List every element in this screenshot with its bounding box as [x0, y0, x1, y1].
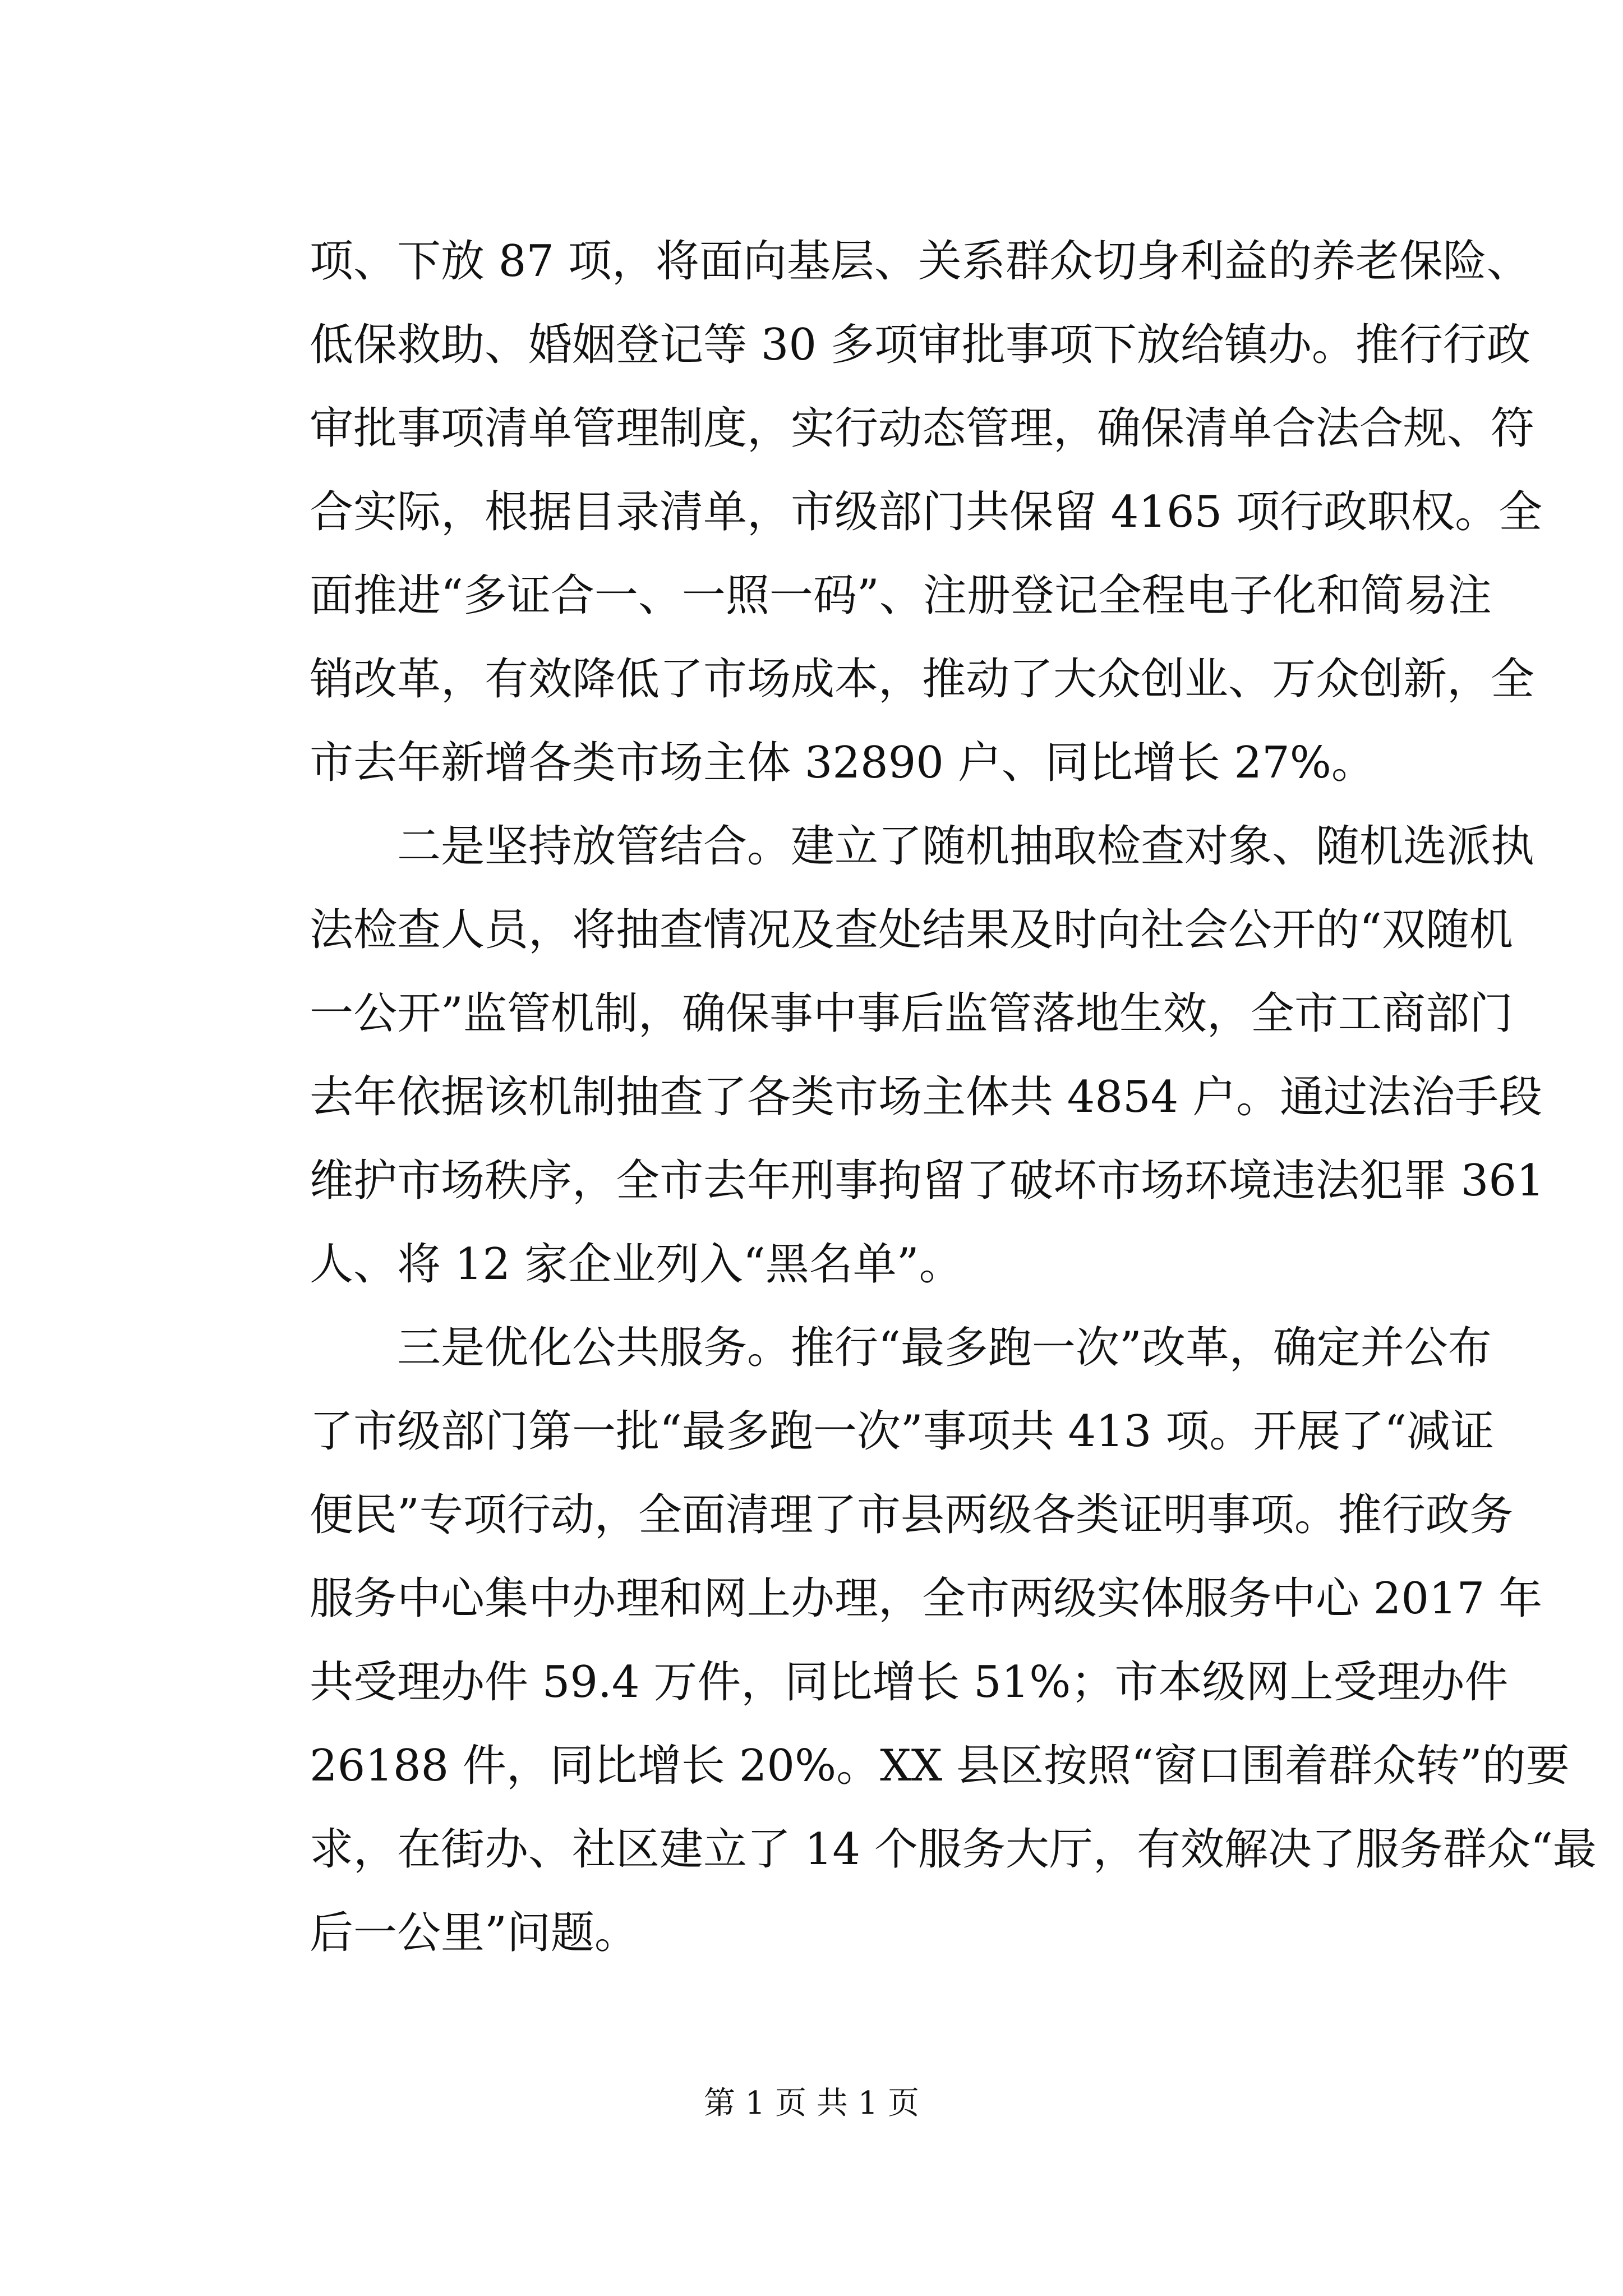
paragraph-1-line-5: 面推进“多证合一、一照一码”、注册登记全程电子化和简易注 — [310, 570, 1492, 621]
paragraph-3-line-3: 便民”专项行动，全面清理了市县两级各类证明事项。推行政务 — [310, 1490, 1513, 1540]
paragraph-2-line-4: 去年依据该机制抽查了各类市场主体共 4854 户。通过法治手段 — [310, 1072, 1543, 1122]
body-text — [310, 220, 1597, 1975]
paragraph-3-line-1: 三是优化公共服务。推行“最多跑一次”改革，确定并公布 — [397, 1323, 1492, 1373]
paragraph-2-line-3: 一公开”监管机制，确保事中事后监管落地生效，全市工商部门 — [310, 988, 1513, 1039]
paragraph-1-line-6: 销改革，有效降低了市场成本，推动了大众创业、万众创新，全 — [310, 654, 1535, 705]
paragraph-2-line-2: 法检查人员，将抽查情况及查处结果及时向社会公开的“双随机 — [310, 905, 1513, 955]
paragraph-2-line-1: 二是坚持放管结合。建立了随机抽取检查对象、随机选派执 — [397, 821, 1535, 872]
paragraph-1-line-4: 合实际，根据目录清单，市级部门共保留 4165 项行政职权。全 — [310, 487, 1543, 537]
paragraph-3-line-6: 26188 件，同比增长 20%。XX 县区按照“窗口围着群众转”的要 — [310, 1741, 1570, 1791]
paragraph-2-line-5: 维护市场秩序，全市去年刑事拘留了破坏市场环境违法犯罪 361 — [310, 1156, 1544, 1206]
paragraph-3-line-4: 服务中心集中办理和网上办理，全市两级实体服务中心 2017 年 — [310, 1573, 1543, 1624]
paragraph-1-line-1: 项、下放 87 项，将面向基层、关系群众切身利益的养老保险、 — [310, 236, 1530, 287]
paragraph-3-line-2: 了市级部门第一批“最多跑一次”事项共 413 项。开展了“减证 — [310, 1406, 1495, 1457]
page-number-footer: 第 1 页 共 1 页 — [703, 2085, 920, 2122]
paragraph-1-line-2: 低保救助、婚姻登记等 30 多项审批事项下放给镇办。推行行政 — [310, 320, 1530, 370]
paragraph-2-line-6: 人、将 12 家企业列入“黑名单”。 — [310, 1239, 963, 1290]
paragraph-3-line-7: 求，在街办、社区建立了 14 个服务大厅，有效解决了服务群众“最 — [310, 1824, 1597, 1875]
paragraph-1-line-7: 市去年新增各类市场主体 32890 户、同比增长 27%。 — [310, 738, 1375, 788]
paragraph-1-line-3: 审批事项清单管理制度，实行动态管理，确保清单合法合规、符 — [310, 403, 1535, 454]
paragraph-3-line-5: 共受理办件 59.4 万件，同比增长 51%；市本级网上受理办件 — [310, 1657, 1509, 1708]
paragraph-3-line-8: 后一公里”问题。 — [310, 1908, 638, 1958]
